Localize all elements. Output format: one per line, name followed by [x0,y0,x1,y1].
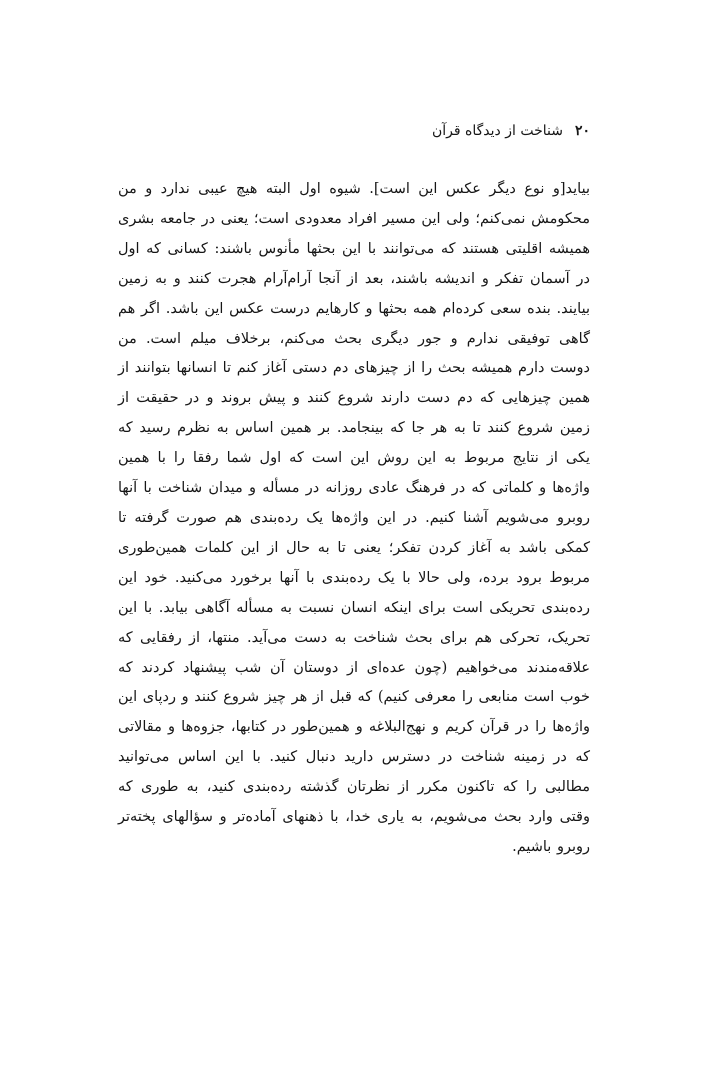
running-header [118,119,590,143]
chapter-title: شناخت از دیدگاه قرآن [431,123,563,139]
page-number: ۲۰ [574,123,590,139]
body-paragraph: بیاید[و نوع دیگر عکس این است]. شیوه اول البته هیچ عیبی ندارد و من محکومش نمی‌کنم؛ ولی این مسیر افراد معدودی است؛ یعنی در جامعه بشری همیشه اقلیتی هستند که می‌توانند با این بحثها مأنوس باشند: کسانی که اول در آسمان تفکر و اندیشه باشند، بعد از آنجا آرام‌آرام هجرت کنند و به زمین بیایند. بنده سعی کرده‌ام همه بحثها و کارهایم درست عکس این باشد. اگر هم گاهی توفیقی ندارم و جور دیگری بحث می‌کنم، برخلاف میلم است. من دوست دارم همیشه بحث را از چیزهای دم دستی آغاز کنم تا انسانها بتوانند از همین چیزهایی که دم دست دارند شروع کنند و پیش بروند و در حقیقت از زمین شروع کنند تا به هر جا که بینجامد. بر همین اساس به نظرم رسید که یکی از نتایج مربوط به این روش این است که اول شما رفقا را با همین واژه‌ها و کلماتی که در فرهنگ عادی روزانه در مسأله و میدان شناخت با آنها روبرو می‌شویم آشنا کنیم. در این واژه‌ها یک رده‌بندی هم صورت گرفته تا کمکی باشد به آغاز کردن تفکر؛ یعنی تا به حال از این کلمات همین‌طوری مربوط برود برده، ولی حالا با یک رده‌بندی با آنها برخورد می‌کنید. خود این رده‌بندی تحریکی است برای اینکه انسان نسبت به مسأله آگاهی بیابد. با این تحریک، تحرکی هم برای بحث شناخت به دست می‌آید. منتها، از رفقایی که علاقه‌مندند می‌خواهیم (چون عده‌ای از دوستان آن شب پیشنهاد کردند که خوب است منابعی را معرفی کنیم) که قبل از هر چیز شروع کنند و ردپای این واژه‌ها را در قرآن کریم و نهج‌البلاغه و همین‌طور در کتابها، جزوه‌ها و مقالاتی که در زمینه شناخت در دسترس دارید دنبال کنید. با این اساس می‌توانید مطالبی را که تاکنون مکرر از نظرتان گذشته رده‌بندی کنید، به طوری که وقتی وارد بحث می‌شویم، به یاری خدا، با ذهنهای آماده‌تر و سؤالهای پخته‌تر روبرو باشیم. [118,181,590,855]
